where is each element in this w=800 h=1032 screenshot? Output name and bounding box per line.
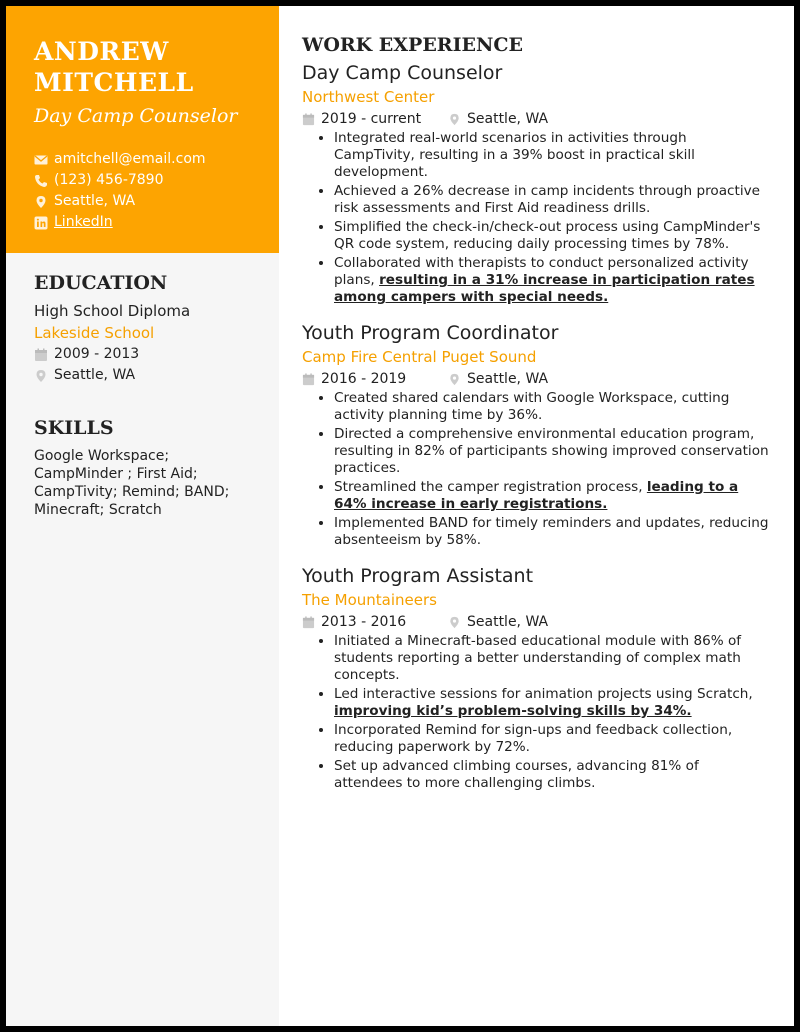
job-bullet xyxy=(334,722,770,756)
location-pin-icon xyxy=(448,616,461,629)
contact-list xyxy=(34,149,206,233)
job-title: Youth Program Assistant xyxy=(302,565,534,587)
bullet-text: Collaborated with therapists to conduct personalized activity plans, xyxy=(334,255,749,288)
bullet-text: Directed a comprehensive environmental education program, resulting in 82% of participants showing improved conservation practices. xyxy=(334,426,769,476)
phone-text: (123) 456-7890 xyxy=(54,172,164,188)
calendar-icon xyxy=(302,616,315,629)
job-title: Youth Program Coordinator xyxy=(302,322,559,344)
job-bullet xyxy=(334,633,770,684)
header-block xyxy=(6,6,279,253)
education-section xyxy=(34,272,269,386)
candidate-title: Day Camp Counselor xyxy=(34,105,238,127)
name-line-2: MITCHELL xyxy=(34,68,194,97)
job-title: Day Camp Counselor xyxy=(302,62,503,84)
education-dates-text: 2009 - 2013 xyxy=(54,346,140,362)
bullet-text: Led interactive sessions for animation projects using Scratch, xyxy=(334,686,753,702)
job-entry xyxy=(302,563,770,792)
jobs-list xyxy=(302,60,770,792)
education-heading: EDUCATION xyxy=(34,272,168,294)
bullet-text: Achieved a 26% decrease in camp incidents through proactive risk assessments and First Aid readiness drills. xyxy=(334,183,761,216)
education-school: Lakeside School xyxy=(34,324,155,342)
main-column xyxy=(302,34,770,794)
name-line-1: ANDREW xyxy=(34,37,169,66)
candidate-name xyxy=(34,36,274,98)
job-dates-text: 2016 - 2019 xyxy=(321,371,407,387)
bullet-text: Implemented BAND for timely reminders and updates, reducing absenteeism by 58%. xyxy=(334,515,769,548)
job-company: The Mountaineers xyxy=(302,591,437,609)
job-dates-text: 2013 - 2016 xyxy=(321,614,407,630)
contact-location xyxy=(34,191,206,212)
education-dates xyxy=(34,344,269,365)
job-dates-text: 2019 - current xyxy=(321,111,422,127)
location-pin-icon xyxy=(34,369,48,383)
envelope-icon xyxy=(34,153,48,167)
job-meta xyxy=(302,108,770,130)
location-pin-icon xyxy=(448,113,461,126)
contact-email xyxy=(34,149,206,170)
location-text: Seattle, WA xyxy=(54,193,136,209)
sidebar xyxy=(6,6,279,1026)
job-meta xyxy=(302,368,770,390)
email-text: amitchell@email.com xyxy=(54,151,206,167)
education-location-text: Seattle, WA xyxy=(54,367,136,383)
job-location-text: Seattle, WA xyxy=(467,111,549,127)
bullet-text: Simplified the check-in/check-out process using CampMinder's QR code system, reducing daily processing times by 78%. xyxy=(334,219,761,252)
job-dates xyxy=(302,611,448,633)
job-meta xyxy=(302,611,770,633)
job-dates xyxy=(302,108,448,130)
bullet-highlight: leading to a 64% increase in early registrations. xyxy=(334,479,739,512)
job-bullet xyxy=(334,390,770,424)
education-degree: High School Diploma xyxy=(34,302,191,320)
bullet-text: Created shared calendars with Google Workspace, cutting activity planning time by 36%. xyxy=(334,390,730,423)
job-bullets xyxy=(302,390,770,549)
calendar-icon xyxy=(302,373,315,386)
job-bullet xyxy=(334,686,770,720)
job-company: Camp Fire Central Puget Sound xyxy=(302,348,537,366)
job-location xyxy=(448,611,548,633)
work-heading: WORK EXPERIENCE xyxy=(302,34,523,56)
job-bullet xyxy=(334,255,770,306)
job-entry xyxy=(302,320,770,549)
calendar-icon xyxy=(34,348,48,362)
job-bullet xyxy=(334,183,770,217)
job-location-text: Seattle, WA xyxy=(467,371,549,387)
bullet-highlight: improving kid’s problem-solving skills by 34%. xyxy=(334,703,692,719)
job-bullet xyxy=(334,479,770,513)
job-bullets xyxy=(302,633,770,792)
bullet-highlight: resulting in a 31% increase in participation rates among campers with special needs. xyxy=(334,272,755,305)
linkedin-icon xyxy=(34,216,48,230)
job-dates xyxy=(302,368,448,390)
resume-page xyxy=(6,6,794,1026)
contact-linkedin[interactable] xyxy=(34,212,206,233)
job-bullet xyxy=(334,426,770,477)
bullet-text: Integrated real-world scenarios in activities through CampTivity, resulting in a 39% boost in practical skill development. xyxy=(334,130,695,180)
bullet-text: Streamlined the camper registration process, xyxy=(334,479,647,495)
job-bullets xyxy=(302,130,770,306)
job-location-text: Seattle, WA xyxy=(467,614,549,630)
bullet-text: Incorporated Remind for sign-ups and feedback collection, reducing paperwork by 72%. xyxy=(334,722,733,755)
job-bullet xyxy=(334,515,770,549)
bullet-text: Set up advanced climbing courses, advancing 81% of attendees to more challenging climbs. xyxy=(334,758,699,791)
job-company: Northwest Center xyxy=(302,88,435,106)
linkedin-link[interactable]: LinkedIn xyxy=(54,214,113,230)
bullet-text: Initiated a Minecraft-based educational module with 86% of students reporting a better understanding of complex math concepts. xyxy=(334,633,742,683)
job-bullet xyxy=(334,219,770,253)
phone-icon xyxy=(34,174,48,188)
skills-list: Google Workspace; CampMinder ; First Aid; CampTivity; Remind; BAND; Minecraft; Scratch xyxy=(34,448,230,518)
job-location xyxy=(448,368,548,390)
calendar-icon xyxy=(302,113,315,126)
education-location xyxy=(34,365,269,386)
job-location xyxy=(448,108,548,130)
location-pin-icon xyxy=(448,373,461,386)
skills-heading: SKILLS xyxy=(34,417,114,439)
location-pin-icon xyxy=(34,195,48,209)
job-bullet xyxy=(334,130,770,181)
job-bullet xyxy=(334,758,770,792)
contact-phone xyxy=(34,170,206,191)
job-entry xyxy=(302,60,770,306)
skills-section xyxy=(34,417,259,519)
